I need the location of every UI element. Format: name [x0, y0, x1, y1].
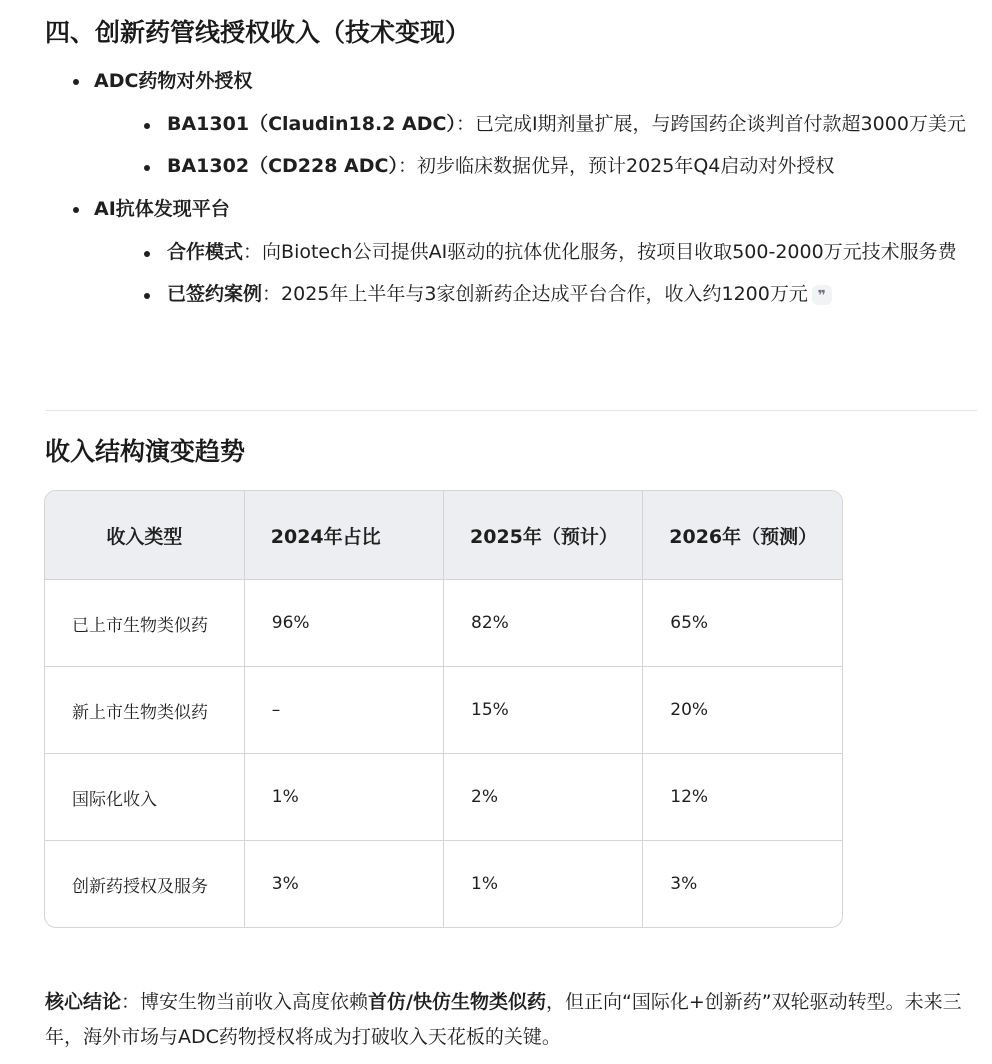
outline-level1-list — [70, 64, 980, 311]
structure-heading: 收入结构演变趋势 — [45, 437, 246, 466]
column-header-2026: 2026年（预测） — [643, 491, 842, 580]
cell-2026: 65% — [643, 580, 842, 667]
item-text: 2025年上半年与3家创新药企达成平台合作，收入约1200万元 — [281, 283, 808, 305]
item-label: BA1302（CD228 ADC） — [167, 155, 398, 177]
conclusion-separator: ： — [121, 991, 141, 1013]
cell-2026: 3% — [670, 874, 698, 894]
cell-2025: 15% — [444, 667, 643, 754]
table-row — [45, 841, 842, 928]
group-ai-platform — [70, 192, 980, 311]
revenue-structure-table — [44, 490, 843, 928]
item-label: BA1301（Claudin18.2 ADC） — [167, 113, 456, 135]
item-text: 已完成I期剂量扩展，与跨国药企谈判首付款超3000万美元 — [474, 113, 966, 135]
item-separator: ： — [397, 155, 417, 177]
group-title: AI抗体发现平台 — [94, 198, 230, 220]
section-heading: 四、创新药管线授权收入（技术变现） — [45, 18, 471, 47]
list-item — [145, 236, 980, 269]
item-separator: ： — [262, 283, 282, 305]
item-separator: ： — [455, 113, 475, 135]
group-title: ADC药物对外授权 — [94, 70, 253, 92]
table-row — [45, 580, 842, 667]
cell-type: 国际化收入 — [45, 754, 244, 841]
citation-quote-icon[interactable]: ❞ — [812, 285, 832, 305]
group-items — [145, 236, 980, 311]
conclusion-label: 核心结论 — [45, 991, 122, 1013]
column-header-type: 收入类型 — [45, 491, 244, 580]
conclusion-emphasis: 首仿/快仿生物类似药 — [368, 991, 546, 1013]
column-header-2024: 2024年占比 — [244, 491, 443, 580]
item-text: 向Biotech公司提供AI驱动的抗体优化服务，按项目收取500-2000万元技术服务费 — [262, 241, 957, 263]
conclusion-text-after: ，但正向“国际化+创新药”双轮驱动转型。未来三年，海外市场与ADC药物授权将成为打破收入天花板的关键。 — [45, 991, 962, 1048]
cell-type: 创新药授权及服务 — [45, 841, 244, 928]
cell-type: 新上市生物类似药 — [45, 667, 244, 754]
group-items — [145, 108, 980, 183]
group-adc — [70, 64, 980, 183]
cell-2024: 96% — [244, 580, 443, 667]
item-label: 合作模式 — [167, 241, 244, 263]
item-label: 已签约案例 — [167, 283, 263, 305]
list-item — [145, 150, 980, 183]
cell-2024: – — [244, 667, 443, 754]
list-item — [145, 108, 980, 141]
table-row — [45, 754, 842, 841]
licensing-outline — [70, 64, 980, 320]
cell-2024: 3% — [244, 841, 443, 928]
cell-2024: 1% — [244, 754, 443, 841]
item-text: 初步临床数据优异，预计2025年Q4启动对外授权 — [417, 155, 835, 177]
list-item — [145, 278, 980, 311]
cell-2026: 20% — [643, 667, 842, 754]
cell-2025: 82% — [444, 580, 643, 667]
conclusion-text-before: 博安生物当前收入高度依赖 — [140, 991, 369, 1013]
cell-2025: 1% — [444, 841, 643, 928]
table-header-row — [45, 491, 842, 580]
cell-2026: 12% — [643, 754, 842, 841]
cell-type: 已上市生物类似药 — [45, 580, 244, 667]
item-separator: ： — [243, 241, 263, 263]
table-row — [45, 667, 842, 754]
core-conclusion — [45, 985, 970, 1055]
cell-2025: 2% — [444, 754, 643, 841]
column-header-2025: 2025年（预计） — [444, 491, 643, 580]
section-divider — [45, 410, 977, 411]
